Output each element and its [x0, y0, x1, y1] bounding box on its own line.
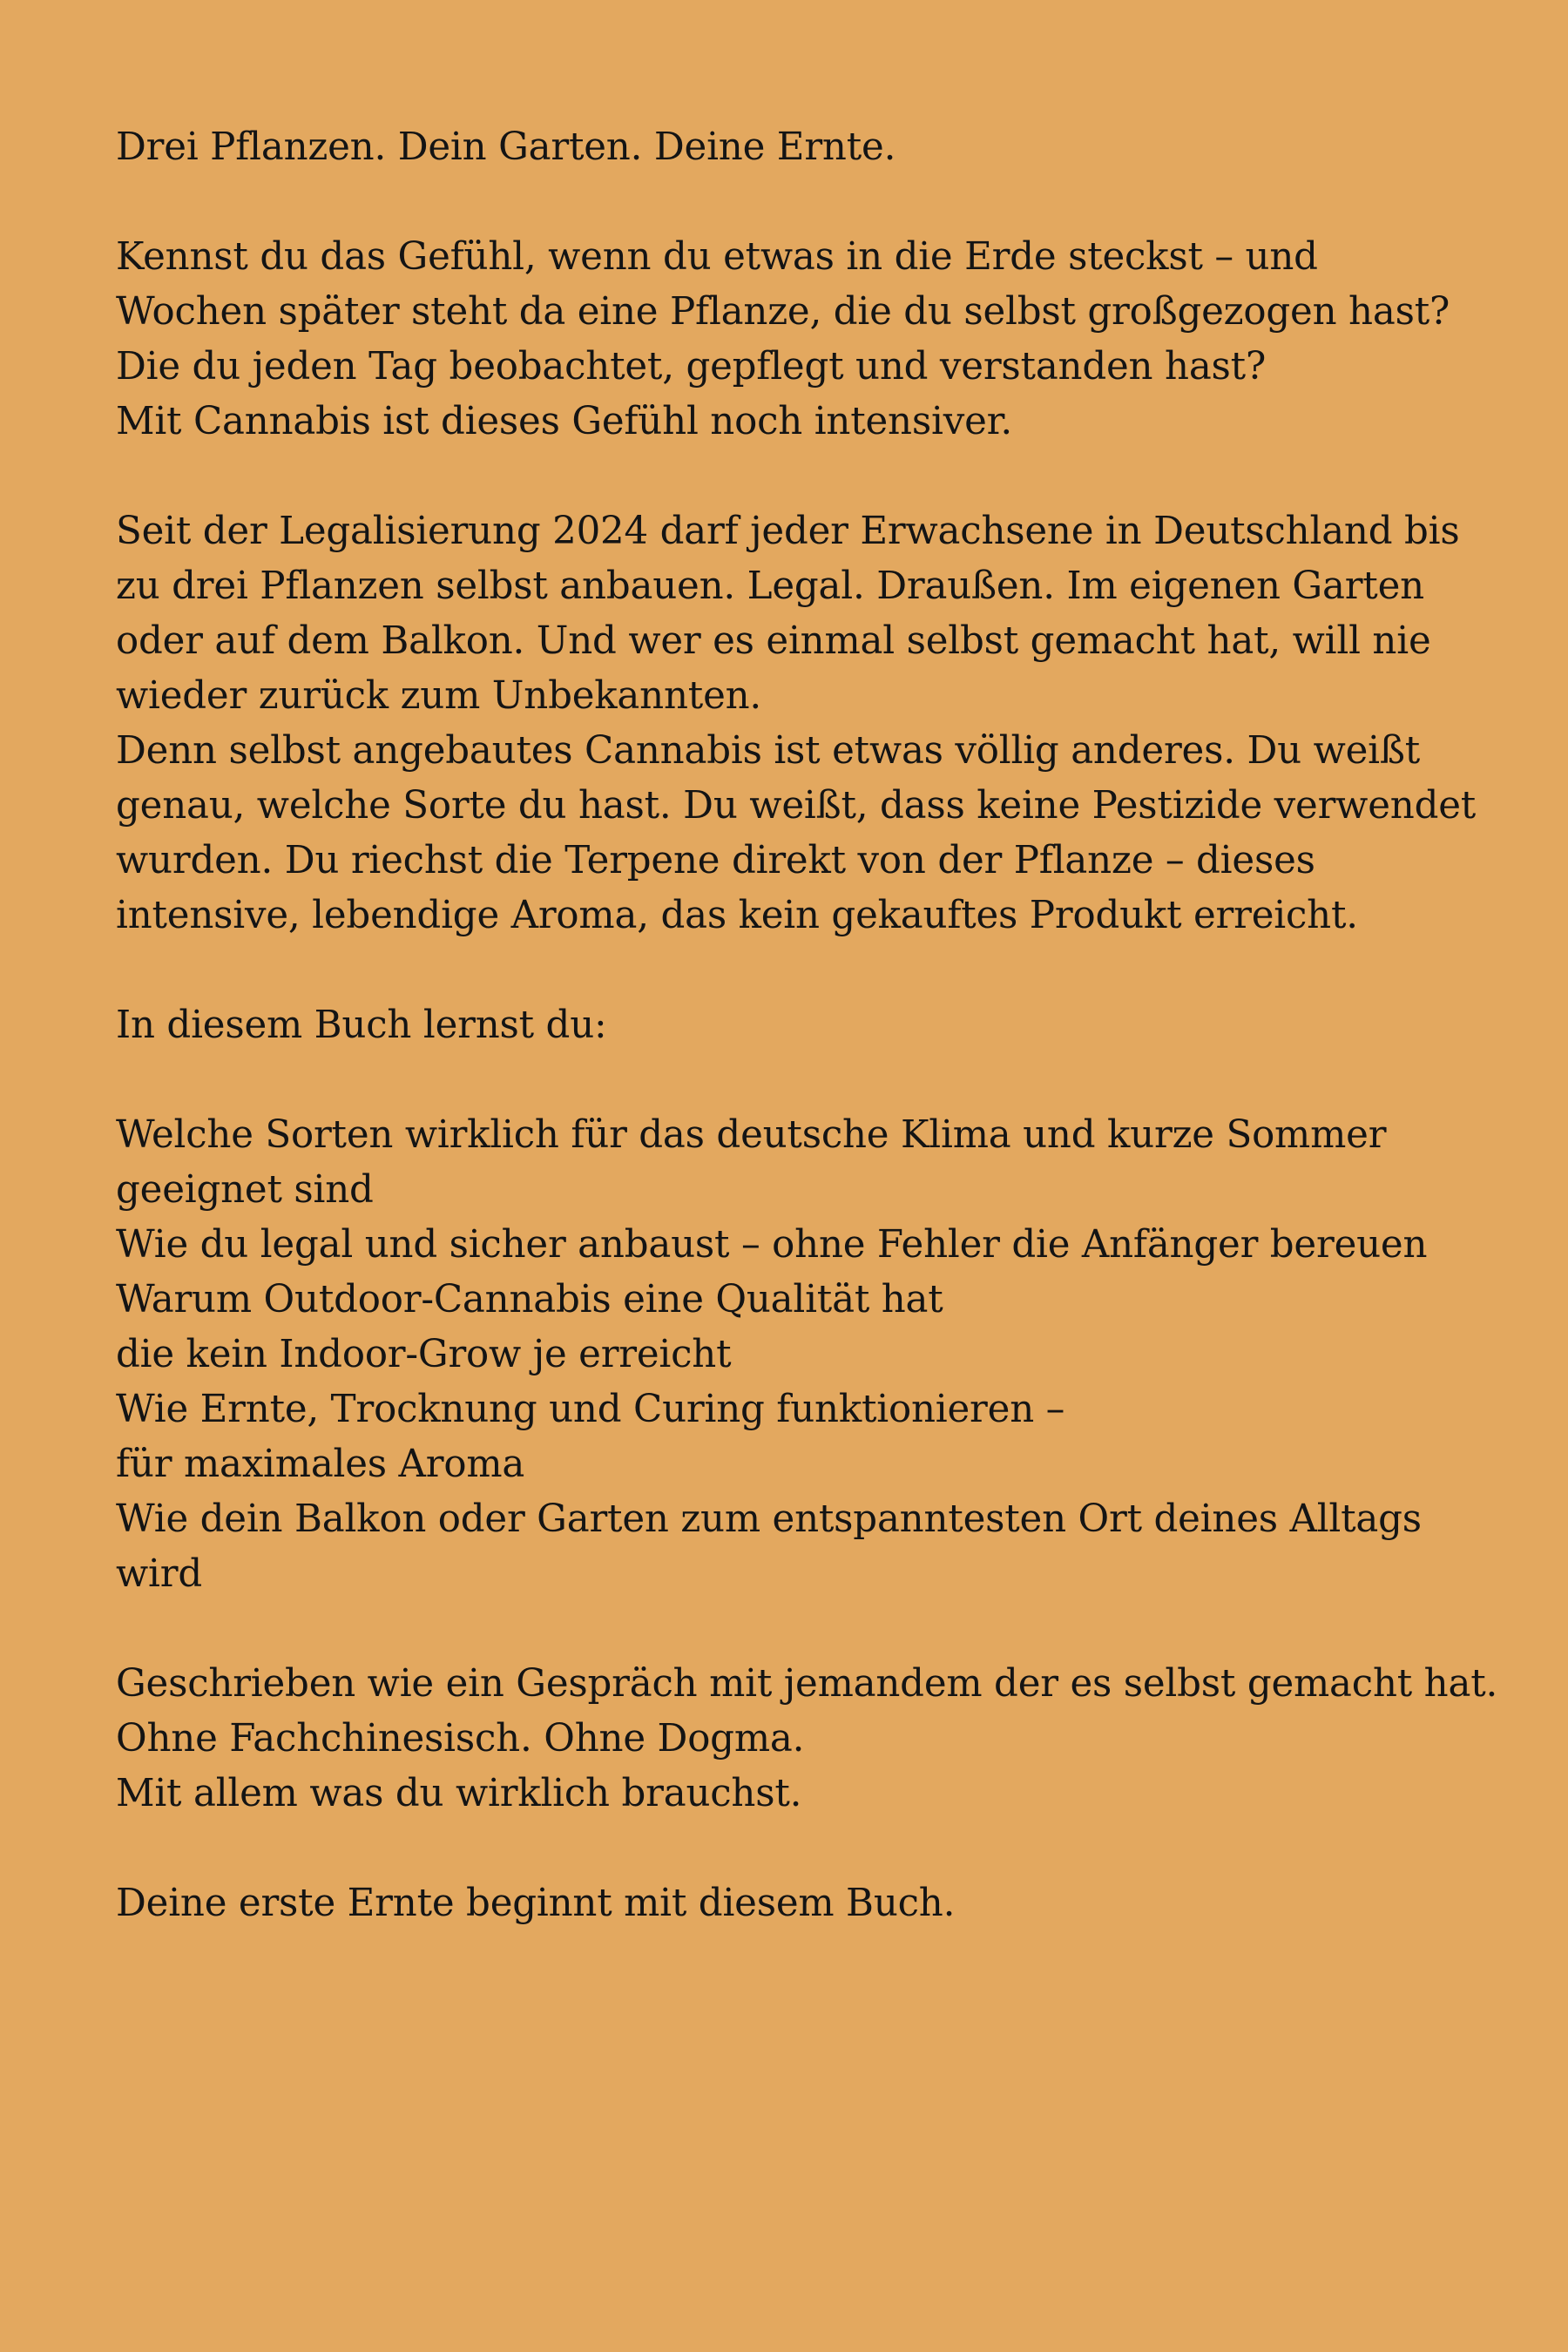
intro-line: Die du jeden Tag beobachtet, gepflegt und verstanden hast?	[116, 345, 1267, 389]
legal-paragraph	[116, 504, 1544, 943]
style-paragraph	[116, 1657, 1544, 1821]
legal-line: genau, welche Sorte du hast. Du weißt, dass keine Pestizide verwendet	[116, 784, 1477, 828]
learn-line: Wie du legal und sicher anbaust – ohne Fehler die Anfänger bereuen	[116, 1223, 1428, 1267]
book-blurb	[116, 120, 1544, 1931]
learn-line: Wie Ernte, Trocknung und Curing funktionieren –	[116, 1388, 1065, 1431]
paragraph-gap	[116, 449, 1544, 504]
learn-line: Warum Outdoor-Cannabis eine Qualität hat	[116, 1278, 943, 1321]
style-line: Ohne Fachchinesisch. Ohne Dogma.	[116, 1717, 805, 1761]
paragraph-gap	[116, 943, 1544, 998]
learn-line: Wie dein Balkon oder Garten zum entspanntesten Ort deines Alltags	[116, 1497, 1422, 1541]
legal-line: oder auf dem Balkon. Und wer es einmal selbst gemacht hat, will nie	[116, 619, 1431, 663]
style-line: Geschrieben wie ein Gespräch mit jemandem der es selbst gemacht hat.	[116, 1662, 1498, 1706]
learn-line: für maximales Aroma	[116, 1443, 525, 1486]
paragraph-gap	[116, 175, 1544, 230]
intro-line: Wochen später steht da eine Pflanze, die du selbst großgezogen hast?	[116, 290, 1450, 334]
learn-line: geeignet sind	[116, 1168, 374, 1212]
learn-line: wird	[116, 1552, 202, 1596]
headline: Drei Pflanzen. Dein Garten. Deine Ernte.	[116, 125, 896, 169]
closing-line: Deine erste Ernte beginnt mit diesem Buch.	[116, 1882, 956, 1925]
learn-line: Welche Sorten wirklich für das deutsche Klima und kurze Sommer	[116, 1113, 1387, 1157]
learn-heading: In diesem Buch lernst du:	[116, 1004, 607, 1047]
paragraph-gap	[116, 1053, 1544, 1108]
legal-line: Seit der Legalisierung 2024 darf jeder Erwachsene in Deutschland bis	[116, 510, 1460, 553]
learn-list	[116, 1108, 1544, 1602]
paragraph-gap	[116, 1602, 1544, 1657]
legal-line: wurden. Du riechst die Terpene direkt von der Pflanze – dieses	[116, 839, 1315, 882]
legal-line: zu drei Pflanzen selbst anbauen. Legal. Draußen. Im eigenen Garten	[116, 564, 1424, 608]
legal-line: wieder zurück zum Unbekannten.	[116, 674, 762, 718]
learn-line: die kein Indoor-Grow je erreicht	[116, 1333, 732, 1376]
legal-line: Denn selbst angebautes Cannabis ist etwas völlig anderes. Du weißt	[116, 729, 1421, 773]
intro-line: Mit Cannabis ist dieses Gefühl noch intensiver.	[116, 400, 1013, 443]
legal-line: intensive, lebendige Aroma, das kein gekauftes Produkt erreicht.	[116, 894, 1358, 937]
intro-paragraph	[116, 230, 1544, 449]
style-line: Mit allem was du wirklich brauchst.	[116, 1772, 802, 1815]
paragraph-gap	[116, 1821, 1544, 1876]
intro-line: Kennst du das Gefühl, wenn du etwas in die Erde steckst – und	[116, 235, 1318, 279]
